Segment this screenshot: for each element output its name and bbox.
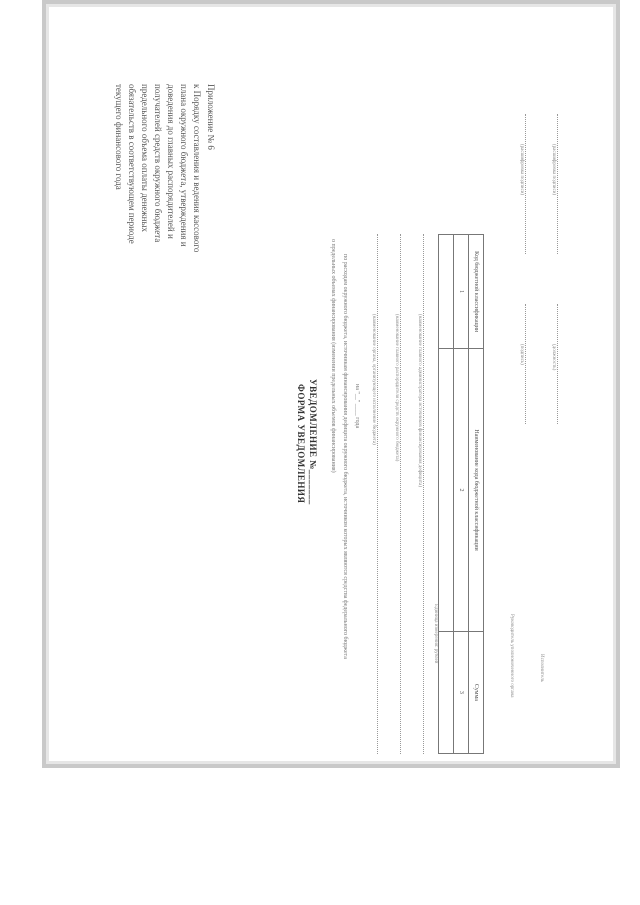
- notice-number: УВЕДОМЛЕНИЕ №_______: [308, 379, 318, 505]
- appendix-number: Приложение № 6: [206, 84, 216, 150]
- head-label: Руководитель уполномоченного органа: [509, 614, 514, 698]
- form-title: ФОРМА УВЕДОМЛЕНИЯ: [296, 384, 306, 504]
- subtitle-2: по расходам окружного бюджета, источникам финансирования дефицита окружного бюджета, источником которых являются средства федерального бюджета: [342, 254, 348, 659]
- financing-table: [438, 234, 484, 754]
- col-number-3: 3: [454, 631, 469, 753]
- header-name: Наименование кода бюджетной классификации: [469, 349, 484, 631]
- exec-name-caption: (расшифровка подписи): [551, 144, 556, 196]
- header-sum: Сумма: [469, 631, 484, 753]
- notice-date: на "__" ____ года: [354, 384, 360, 429]
- field-caption-2: (наименование главного распорядителя средств окружного бюджета): [394, 314, 399, 462]
- document-page: [42, 0, 620, 768]
- field-line-1: [377, 234, 378, 754]
- field-caption-3: (наименование главного администратора источников финансирования дефицита): [417, 314, 422, 488]
- data-cell: [439, 631, 454, 753]
- subtitle-1: о предельных объемах финансирования (изменении предельных объемов финансирования): [330, 239, 336, 473]
- exec-sig-caption: (должность): [551, 344, 556, 371]
- rotated-form-content: [66, 54, 606, 774]
- data-cell: [439, 235, 454, 349]
- col-number-1: 1: [454, 235, 469, 349]
- head-sig-line: [525, 304, 526, 424]
- head-sig-caption: (подпись): [519, 344, 524, 365]
- head-name-line: [525, 114, 526, 254]
- unit-of-measure: Единица измерения: рублей: [433, 604, 438, 664]
- header-code: Код бюджетной классификации: [469, 235, 484, 349]
- exec-sig-line: [557, 304, 558, 424]
- field-line-3: [423, 234, 424, 754]
- exec-label: Исполнитель: [539, 654, 544, 682]
- appendix-text: к Порядку составления и ведения кассового плана окружного бюджета, утверждения и доведения до главных распорядителей и получателей средств окружного бюджета предельного объема оплаты денежных обязательств в соответствующем периоде текущего финансового года: [114, 84, 202, 253]
- head-name-caption: (расшифровка подписи): [519, 144, 524, 196]
- col-number-2: 2: [454, 349, 469, 631]
- field-caption-1: (наименование органа, организующего исполнение бюджета): [371, 314, 376, 445]
- field-line-2: [400, 234, 401, 754]
- exec-name-line: [557, 114, 558, 254]
- data-cell: [439, 349, 454, 631]
